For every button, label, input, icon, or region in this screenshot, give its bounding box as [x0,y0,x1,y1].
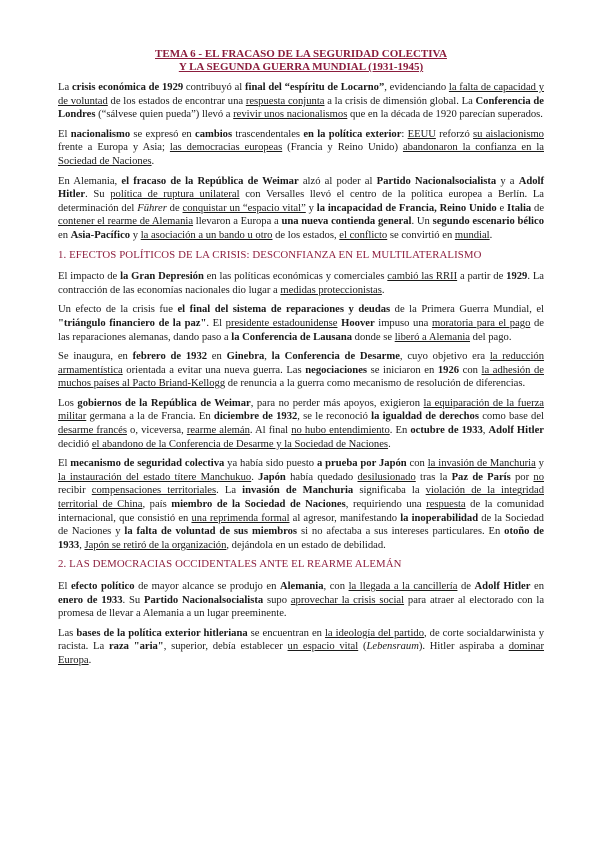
text-run: política de ruptura unilateral [110,189,240,201]
text-run: se encuentran en [247,627,325,639]
text-run: 1926 [437,364,460,376]
text-run: del pago. [470,331,512,343]
text-run: Hoover [341,317,375,329]
text-run: . Un [411,216,433,228]
text-run: donde se [352,331,395,343]
text-run: segundo escenario bélico [432,216,544,228]
text-run: , [264,351,272,363]
text-run: Adolf Hitler [58,175,545,201]
text-run: . La contracción de las economías nacionales dio lugar a [58,271,544,296]
text-run: y a [496,175,519,187]
text-run: la inoperabilidad [400,512,479,524]
text-run: un espacio vital [287,641,359,653]
text-run: reforzó [435,128,474,140]
text-run: , dejándola en un estado de debilidad. [226,539,386,551]
text-run: abandonaron la confianza en la Sociedad de Naciones [58,142,544,167]
text-run: , [482,425,489,437]
text-run: Partido Nacionalsocialista [376,175,497,187]
text-run: . Su [85,189,111,201]
text-run: recibir [58,485,92,497]
text-run: a prueba por Japón [316,458,407,470]
text-run: moratoria para el pago [431,317,531,329]
text-run: trascendentales [232,128,304,140]
text-run: Se inaugura, en [58,351,133,363]
text-run: se expresó en [130,128,195,140]
text-run: Un efecto de la crisis fue [58,304,178,316]
text-run: a la crisis de dimensión global. La [324,95,476,107]
text-run: Partido Nacionalsocialista [144,594,264,606]
text-run: diciembre de 1932 [213,411,298,423]
text-run: por [510,471,534,483]
text-run: de la Primera Guerra Mundial, el [390,304,545,316]
text-run: si no afectaba a sus intereses particulares. En [297,526,505,538]
text-run: . [251,471,259,483]
text-run: Adolf Hitler [488,425,544,437]
text-run: Adolf Hitler [474,581,531,592]
intro-paragraph-1 [58,81,544,122]
text-run: . [381,284,385,296]
text-run: , país [142,499,172,511]
text-run: de la Sociedad de Naciones y [58,512,544,538]
intro-paragraph-2 [58,128,544,169]
text-run: de las reparaciones alemanas, dando paso a [58,317,545,343]
text-run: y [130,229,141,241]
text-run: , requiriendo una [345,499,427,511]
text-run: la Conferencia de Desarme [271,351,400,363]
text-run: cambios [195,128,233,140]
text-run: . Su [122,594,145,606]
text-run: la instauración del estado títere Manchukuo [58,471,252,483]
text-run: El [58,128,71,140]
text-run: compensaciones territoriales [91,485,217,497]
text-run: . [388,438,391,450]
text-run: orientada a evitar una nueva guerra. Las [122,364,306,376]
text-run: final del “espíritu de Locarno” [244,82,385,93]
text-run: de la comunidad internacional, que consistió en [58,499,545,524]
text-run: la invasión de Manchuria [427,458,536,470]
text-run: como base del [478,411,544,423]
text-run: La [58,82,72,93]
text-run: mecanismo de seguridad colectiva [70,458,225,470]
text-run: cambió las RRII [387,271,458,283]
text-run: En Alemania, [58,175,122,187]
text-run: de renuncia a la guerra como mecanismo de resolución de diferencias. [225,378,526,390]
text-run: la llegada a la cancillería [348,581,458,592]
text-run: . [489,229,493,241]
text-run: llevaron a Europa a [193,216,282,228]
text-run: EEUU [407,128,436,140]
text-run: impuso una [374,317,432,329]
text-run: Alemania [279,581,324,592]
text-run: conquistar un “espacio vital” [182,202,306,214]
text-run: la ideología del partido [324,627,425,639]
text-run: desilusionado [357,471,416,483]
text-run: desarme francés [58,425,127,437]
text-run: había quedado [285,471,358,483]
text-run: la Conferencia de Lausana [231,331,353,343]
text-run: la equiparación de la fuerza militar [58,397,545,423]
section-1-paragraph-1 [58,270,544,297]
text-run: El [58,458,71,470]
text-run: , se le reconoció [297,411,372,423]
text-run: dominar Europa [58,641,545,666]
text-run: , de corte socialdarwinista y racista. La [58,627,544,653]
text-run: aprovechar la crisis social [290,594,405,606]
text-run: de mayor alcance se produjo en [134,581,280,592]
text-run: , para no perder más apoyos, exigieron [250,397,424,409]
text-run: invasión de Manchuria [242,485,354,497]
section-1-paragraph-5 [58,457,544,552]
text-run: mundial [454,229,490,241]
text-run: Paz de París [451,471,511,483]
text-run: Führer [137,202,167,214]
text-run: violación de la integridad territorial de China [58,485,544,511]
text-run: revivir unos nacionalismos [233,109,348,121]
text-run: , cuyo objetivo era [399,351,490,363]
text-run: liberó a Alemania [394,331,471,343]
text-run: al agresor, manifestando [289,512,401,524]
text-run: . [151,155,155,167]
text-run: significaba la [353,485,426,497]
text-run: de los estados, [272,229,340,241]
text-run: (“sálvese quien pueda”) llevó a [95,109,234,121]
text-run: rearme alemán [186,425,250,437]
text-run: Las [58,627,77,639]
text-run: Asia-Pacífico [70,229,131,241]
text-run: la falta de capacidad y de voluntad [58,82,545,107]
text-run: contribuyó al [183,82,245,93]
text-run: : [401,128,408,140]
text-run: Lebensraum [366,641,419,653]
text-run: negociaciones [305,364,368,376]
text-run: medidas proteccionistas [280,284,382,296]
text-run: las democracias europeas [169,142,283,154]
text-run: respuesta [426,499,466,511]
text-run: frente a Europa y Asia; [58,142,170,154]
text-run: "triángulo financiero de la paz" [58,317,207,329]
text-run: , con [323,581,349,592]
title-line-2: Y LA SEGUNDA GUERRA MUNDIAL (1931-1945) [178,61,424,73]
section-2-heading: 2. LAS DEMOCRACIAS OCCIDENTALES ANTE EL REARME ALEMÁN [58,558,402,571]
text-run: en la política exterior [303,128,402,140]
text-run: , [79,539,85,551]
section-2-paragraph-2 [58,627,544,668]
text-run: supo [263,594,291,606]
text-run: para atraer al electorado con la promesa de llevar a Alemania a un lugar preeminente. [58,594,545,620]
document-title [58,48,544,74]
text-run: germana a la de Francia. En [86,411,214,423]
text-run: bases de la política exterior hitleriana [76,627,248,639]
text-run: de los estados de encontrar una [107,95,246,107]
text-run: Japón [258,471,286,483]
text-run: . Al final [249,425,292,437]
text-run: enero de 1933 [58,594,123,606]
text-run: una nueva contienda general [281,216,412,228]
text-run: crisis económica de 1929 [71,82,184,93]
text-run: la reducción armamentística [58,351,545,376]
text-run: ). Hitler aspiraba a [418,641,509,653]
text-run: la igualdad de derechos [371,411,479,423]
text-run: miembro de la Sociedad de Naciones [171,499,346,511]
text-run: alzó al poder al [298,175,377,187]
text-run: Italia [507,202,532,214]
text-run: una reprimenda formal [191,512,290,524]
text-run: de [457,581,475,592]
text-run: (Francia y Reino Unido) [282,142,403,154]
text-run: respuesta conjunta [245,95,325,107]
text-run: en las políticas económicas y comerciales [203,271,388,283]
text-run: en [207,351,227,363]
text-run: efecto político [70,581,135,592]
text-run: 1929 [506,271,528,283]
text-run: Los [58,397,78,409]
text-run: . [88,654,92,666]
text-run: no hubo entendimiento [291,425,390,437]
text-run: El [58,581,71,592]
text-run: y [305,202,317,214]
text-run: gobiernos de la República de Weimar [77,397,251,409]
text-run: con [459,364,482,376]
text-run: raza "aria" [108,641,164,653]
title-line-1: TEMA 6 - EL FRACASO DE LA SEGURIDAD COLECTIVA [155,48,447,60]
text-run: . El [206,317,226,329]
text-run: con [406,458,428,470]
section-1-heading: 1. EFECTOS POLÍTICOS DE LA CRISIS: DESCONFIANZA EN EL MULTILATERALISMO [58,248,482,261]
text-run: decidió [58,438,92,450]
document-page [58,48,544,674]
text-run: contener el rearme de Alemania [58,216,194,228]
text-run: la falta de voluntad de sus miembros [124,526,298,538]
text-run: nacionalismo [70,128,131,140]
text-run: no [533,471,545,483]
text-run: El impacto de [58,271,121,283]
text-run: con Versalles llevó el centro de la política europea a Berlín. La determinación del [58,189,544,214]
text-run: el conflicto [339,229,388,241]
section-1-paragraph-3 [58,350,544,391]
text-run: presidente estadounidense [225,317,338,329]
text-run: . La [216,485,243,497]
section-2-paragraph-1 [58,580,544,621]
text-run: , superior, debía establecer [163,641,288,653]
text-run: e [496,202,508,214]
text-run: de [531,202,545,214]
text-run: en [58,229,71,241]
section-1-paragraph-4 [58,397,544,451]
text-run: Conferencia de Londres [58,95,544,121]
text-run: febrero de 1932 [132,351,208,363]
text-run: octubre de 1933 [410,425,483,437]
text-run: Japón se retiró de la organización [84,539,227,551]
text-run: Ginebra [226,351,265,363]
text-run: se iniciaron en [367,364,438,376]
text-run: la adhesión de muchos países al Pacto Briand-Kellogg [58,364,544,390]
text-run: el abandono de la Conferencia de Desarme y la Sociedad de Naciones [91,438,389,450]
text-run: de [166,202,183,214]
text-run: su aislacionismo [473,128,544,140]
text-run: la Gran Depresión [120,271,204,283]
text-run: la asociación a un bando u otro [140,229,273,241]
section-1-paragraph-2 [58,303,544,344]
intro-paragraph-3 [58,175,544,243]
text-run: se convirtió en [387,229,455,241]
text-run: y [535,458,544,470]
text-run: que en la década de 1920 parecían superados. [347,109,543,121]
text-run: el fracaso de la República de Weimar [121,175,299,187]
text-run: , evidenciando [384,82,449,93]
text-run: en [530,581,544,592]
text-run: el final del sistema de reparaciones y deudas [177,304,391,316]
text-run: otoño de 1933 [58,526,544,551]
text-run: la incapacidad de Francia, Reino Unido [316,202,497,214]
text-run: tras la [415,471,452,483]
text-run: . En [389,425,411,437]
text-run: a partir de [457,271,507,283]
text-run: ( [358,641,367,653]
text-run: o, viceversa, [126,425,187,437]
text-run: ya había sido puesto [224,458,317,470]
